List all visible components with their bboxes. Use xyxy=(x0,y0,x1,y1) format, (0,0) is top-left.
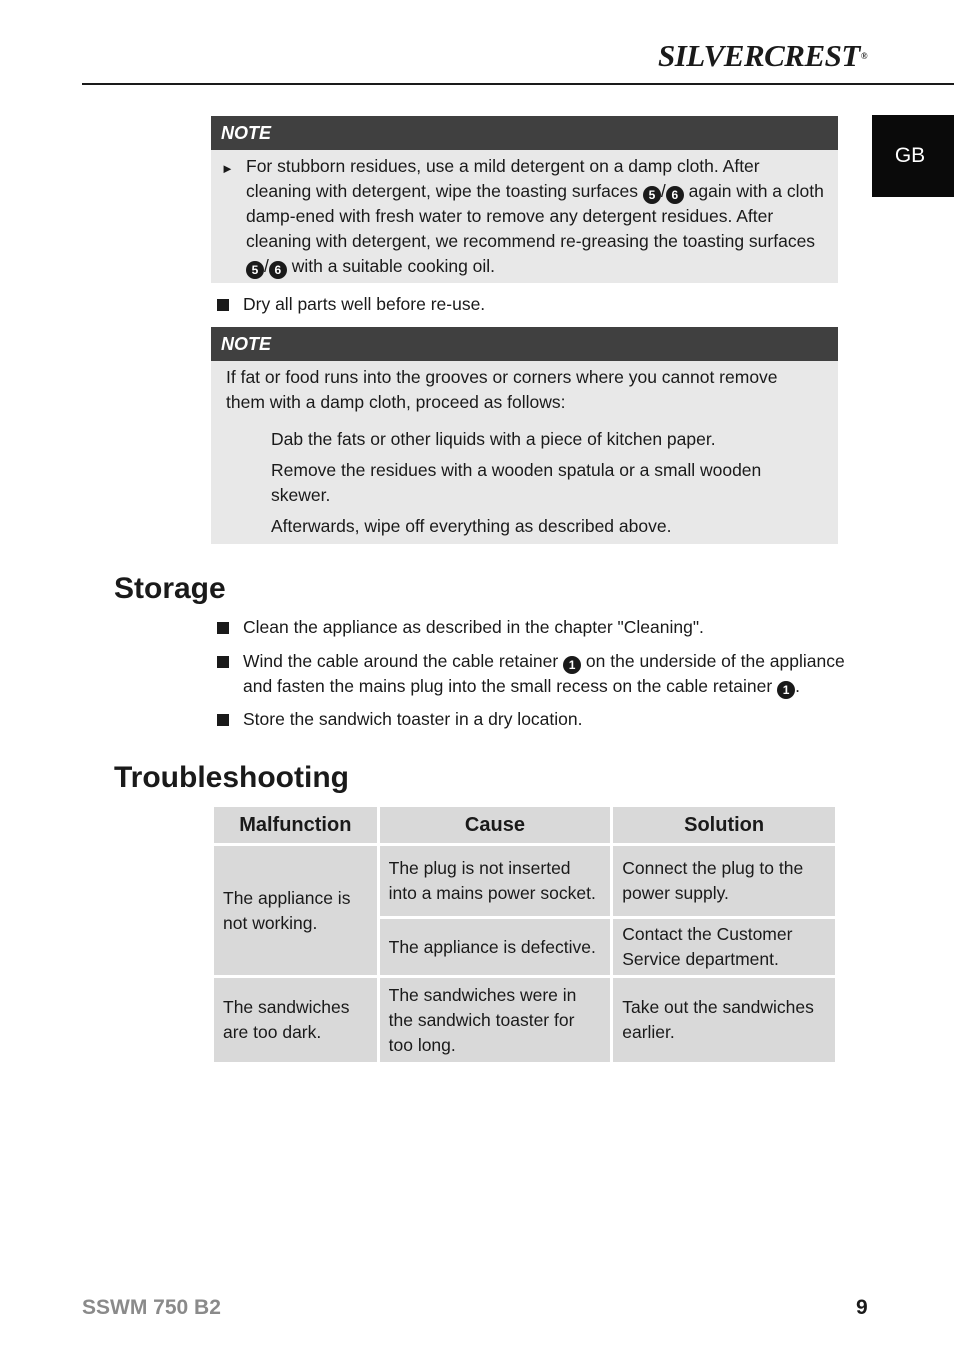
step-item: Remove the residues with a wooden spatula or a small wooden skewer. xyxy=(271,460,762,505)
troubleshooting-heading: Troubleshooting xyxy=(114,761,349,794)
cause-cell: The plug is not inserted into a mains power socket. xyxy=(378,845,612,918)
list-item-text: Store the sandwich toaster in a dry location. xyxy=(243,709,583,729)
note-box-grooves xyxy=(211,327,838,544)
note-body xyxy=(211,150,838,279)
list-item xyxy=(217,707,847,732)
note-text-1: For stubborn residues, use a mild detergent on a damp cloth. After cleaning with detergent, wipe the toasting surfaces xyxy=(246,156,760,201)
note-text-2: again with a cloth damp-ened with fresh water to remove any detergent residues. After cleaning with detergent, we recommend re-greasing the toasting surfaces xyxy=(246,181,824,251)
ref-separator: / xyxy=(264,256,269,276)
note-box-cleaning xyxy=(211,116,838,283)
square-bullet-icon xyxy=(217,299,229,311)
ref-separator: / xyxy=(660,181,666,201)
list-item xyxy=(217,615,847,640)
note-body xyxy=(211,361,838,539)
malfunction-cell: The appliance is not working. xyxy=(213,845,379,977)
registered-mark: ® xyxy=(860,51,868,61)
list-item-text xyxy=(217,649,847,699)
ref-number-6: 6 xyxy=(269,261,287,279)
list-item xyxy=(217,292,847,317)
column-header-cause: Cause xyxy=(378,806,612,845)
text-part: Wind the cable around the cable retainer xyxy=(243,651,564,671)
step-item: Dab the fats or other liquids with a piece of kitchen paper. xyxy=(271,429,716,449)
list-item-text: Dry all parts well before re-use. xyxy=(243,294,486,314)
arrow-bullet-icon: ► xyxy=(221,161,234,176)
troubleshooting-table xyxy=(211,804,838,1065)
note-intro: If fat or food runs into the grooves or corners where you cannot remove them with a damp cloth, proceed as follows: xyxy=(226,367,778,412)
table-row xyxy=(213,977,837,1064)
storage-heading: Storage xyxy=(114,572,226,605)
page-number: 9 xyxy=(856,1296,868,1319)
square-bullet-icon xyxy=(217,656,229,668)
column-header-malfunction: Malfunction xyxy=(213,806,379,845)
cause-cell: The appliance is defective. xyxy=(378,918,612,977)
text-part: on the underside of the appliance and fasten the mains plug into the small recess on the cable retainer xyxy=(243,651,845,696)
list-item xyxy=(217,649,847,699)
column-header-solution: Solution xyxy=(612,806,837,845)
solution-cell: Connect the plug to the power supply. xyxy=(612,845,837,918)
brand-name: SILVERCREST xyxy=(658,38,860,73)
ref-number-1: 1 xyxy=(563,656,581,674)
step-item: Afterwards, wipe off everything as described above. xyxy=(271,516,672,536)
malfunction-cell: The sandwiches are too dark. xyxy=(213,977,379,1064)
step-list xyxy=(226,427,818,539)
solution-cell: Contact the Customer Service department. xyxy=(612,918,837,977)
language-tab: GB xyxy=(872,115,954,197)
model-number: SSWM 750 B2 xyxy=(82,1296,221,1319)
list-item-text: Clean the appliance as described in the chapter "Cleaning". xyxy=(243,617,704,637)
table-row xyxy=(213,845,837,918)
cause-cell: The sandwiches were in the sandwich toaster for too long. xyxy=(378,977,612,1064)
ref-number-6: 6 xyxy=(666,186,684,204)
text-part: . xyxy=(795,676,800,696)
header-rule xyxy=(82,83,954,85)
note-heading: NOTE xyxy=(211,327,838,361)
note-text-3: with a suitable cooking oil. xyxy=(286,256,496,276)
table-header-row xyxy=(213,806,837,845)
solution-cell: Take out the sandwiches earlier. xyxy=(612,977,837,1064)
ref-number-1: 1 xyxy=(777,681,795,699)
ref-number-5: 5 xyxy=(643,186,661,204)
square-bullet-icon xyxy=(217,622,229,634)
ref-number-5: 5 xyxy=(246,261,264,279)
note-heading: NOTE xyxy=(211,116,838,150)
brand-logo xyxy=(658,38,868,74)
square-bullet-icon xyxy=(217,714,229,726)
